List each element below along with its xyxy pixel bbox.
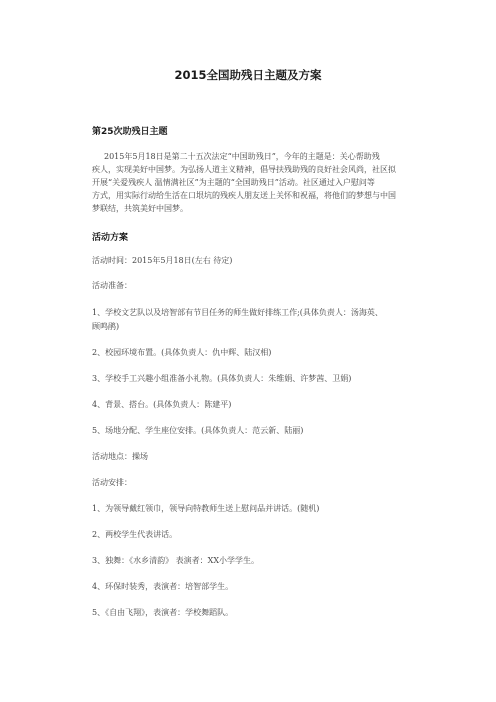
plan-item: 2、校园环境布置。(具体负责人：仇中辉、陆汉相) bbox=[92, 348, 272, 357]
plan-item: 活动地点：操场 bbox=[92, 452, 148, 461]
plan-item: 活动安排： bbox=[92, 478, 132, 487]
paragraph-line: 方式，用实际行动给生活在口垠坑的残疾人朋友送上关怀和祝福，将他们的梦想与中国 bbox=[92, 191, 396, 200]
section-heading-plan: 活动方案 bbox=[92, 233, 129, 243]
plan-item: 3、学校手工兴趣小组准备小礼物。(具体负责人：朱维娟、许梦茜、卫娟) bbox=[92, 374, 352, 383]
section-heading-theme: 第25次助残日主题 bbox=[92, 127, 168, 137]
plan-item: 活动准备： bbox=[92, 281, 132, 290]
plan-item: 2、两校学生代表讲话。 bbox=[92, 530, 178, 539]
plan-item: 1、学校文艺队以及培智部有节目任务的师生做好排练工作;(具体负责人：汤海英、 bbox=[92, 308, 383, 317]
plan-item: 活动时间：2015年5月18日(左右 待定) bbox=[92, 256, 233, 265]
paragraph-line: 梦联结，共筑美好中国梦。 bbox=[92, 204, 188, 213]
paragraph-line: 开展“关爱残疾人 温情满社区”为主题的“全国助残日”活动。社区通过入户慰问等 bbox=[92, 178, 375, 187]
paragraph-line: 2015年5月18日是第二十五次法定“中国助残日”，今年的主题是：关心帮助残 bbox=[104, 152, 380, 161]
plan-item: 顾鸣鹃) bbox=[92, 322, 120, 331]
document-title: 2015全国助残日主题及方案 bbox=[174, 68, 322, 82]
paragraph-line: 疾人，实现美好中国梦。为弘扬人道主义精神，倡导扶残助残的良好社会风尚，社区拟 bbox=[92, 165, 396, 174]
plan-item: 1、为领导戴红领巾，领导向特教师生送上慰问品并讲话。(随机) bbox=[92, 504, 320, 513]
plan-item: 5、《自由飞翔》，表演者：学校舞蹈队。 bbox=[92, 608, 234, 617]
plan-item: 4、背景、搭台。(具体负责人：陈建平) bbox=[92, 400, 232, 409]
plan-item: 5、场地分配、学生座位安排。(具体负责人：范云新、陆丽) bbox=[92, 426, 304, 435]
plan-item: 3、独舞：《水乡清韵》 表演者：XX小学学生。 bbox=[92, 556, 260, 565]
plan-item: 4、环保时装秀，表演者：培智部学生。 bbox=[92, 582, 234, 591]
